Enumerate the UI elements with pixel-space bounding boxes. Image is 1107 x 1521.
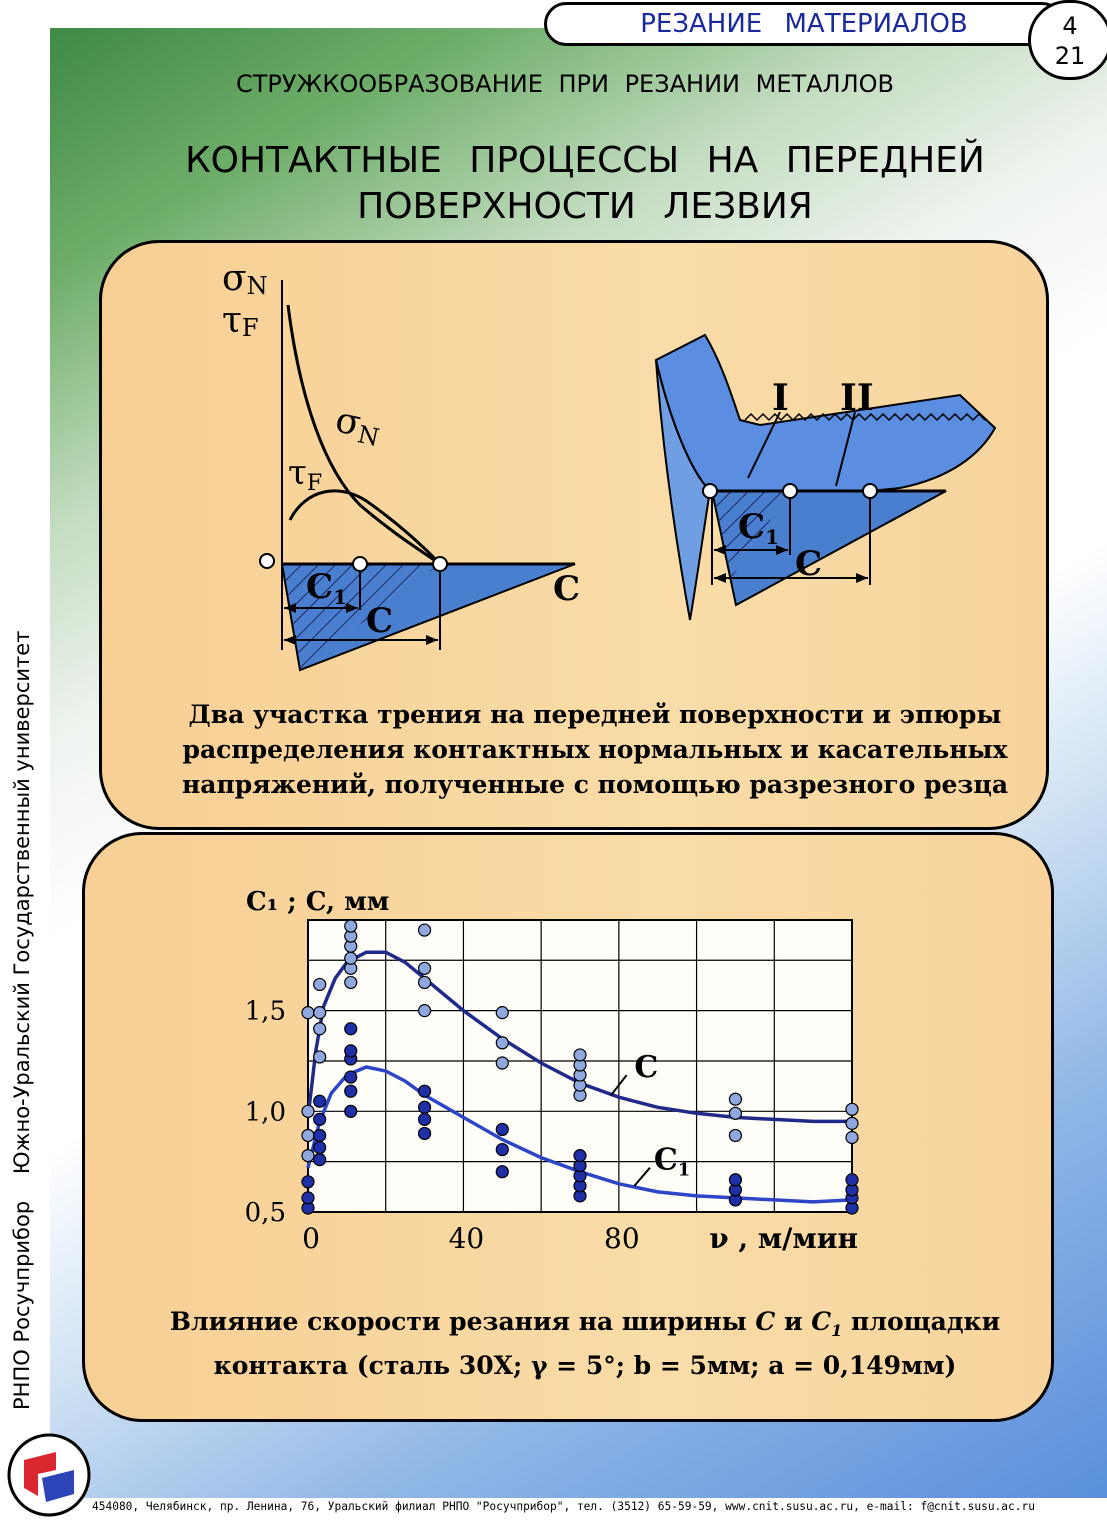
side-institution-text: РНПО Росучприбор Южно-Уральский Государственный университет	[10, 630, 34, 1410]
chart-series-label-c1: $C_1$	[653, 1142, 691, 1181]
chart-point-c1	[496, 1123, 508, 1135]
c1-label: C1	[306, 567, 347, 609]
chart-x-tick-label: 0	[302, 1222, 320, 1255]
c-label-2: C	[795, 544, 823, 584]
chart-point-c1	[345, 1071, 357, 1083]
chart-point-c1	[302, 1192, 314, 1204]
chart-point-c1	[345, 1023, 357, 1035]
title-line-1: КОНТАКТНЫЕ ПРОЦЕССЫ НА ПЕРЕДНЕЙ	[185, 140, 985, 181]
chart-point-c	[345, 952, 357, 964]
caption1-line-3: напряжений, полученные с помощью разрезного резца	[181, 770, 1009, 799]
chart-point-c	[314, 1007, 326, 1019]
zone-1-label: I	[772, 377, 789, 419]
logo-icon	[6, 1432, 92, 1518]
chart-point-c1	[574, 1150, 586, 1162]
chart-point-c1	[419, 1085, 431, 1097]
page-number-top: 4	[1062, 12, 1078, 40]
chart-x-axis-label: ν , м/мин	[709, 1222, 858, 1255]
chart-point-c1	[419, 1113, 431, 1125]
chart-x-tick-label: 40	[448, 1222, 485, 1255]
c1-label-2: C1	[738, 507, 779, 549]
chart-point-c	[302, 1129, 314, 1141]
tau-axis-label: τF	[222, 300, 259, 342]
caption2-line-1: Влияние скорости резания на ширины C и $C_1$ площадки	[169, 1307, 1001, 1340]
chart-point-c	[302, 1007, 314, 1019]
chart-point-c	[345, 976, 357, 988]
zone-2-label: II	[840, 377, 874, 419]
chart-point-c1	[314, 1154, 326, 1166]
footer-address: 454080, Челябинск, пр. Ленина, 76, Уральский филиал РНПО "Росучприбор", тел. (3512) 65-59-59, www.cnit.susu.ac.ru, e-mail: f@cnit.susu.ac.ru	[92, 1500, 1035, 1513]
chart-point-c	[729, 1107, 741, 1119]
sigma-axis-label: σN	[222, 258, 268, 300]
chart-point-c1	[345, 1085, 357, 1097]
chart-point-c1	[314, 1129, 326, 1141]
chart-point-c	[314, 1023, 326, 1035]
chart-point-c	[302, 1150, 314, 1162]
tau-curve-label: τF	[288, 453, 323, 496]
chart-point-c1	[314, 1142, 326, 1154]
chart-series-label-c: C	[634, 1050, 659, 1086]
page-subtitle: СТРУЖКООБРАЗОВАНИЕ ПРИ РЕЗАНИИ МЕТАЛЛОВ	[235, 70, 895, 98]
section-banner: РЕЗАНИЕ МАТЕРИАЛОВ	[544, 2, 1064, 46]
chart-point-c	[846, 1131, 858, 1143]
chart-point-c	[496, 1057, 508, 1069]
chart-point-c1	[846, 1174, 858, 1186]
chart-point-c	[846, 1103, 858, 1115]
chart-point-c	[345, 920, 357, 932]
chart-point-c1	[302, 1176, 314, 1188]
chart-point-c	[302, 1105, 314, 1117]
chart-point-c	[574, 1049, 586, 1061]
chart-point-c1	[345, 1105, 357, 1117]
chart-point-c	[314, 978, 326, 990]
chart-point-c	[419, 924, 431, 936]
chart-point-c1	[729, 1174, 741, 1186]
chart-point-c1	[314, 1113, 326, 1125]
chart-point-c	[496, 1007, 508, 1019]
chart-point-c	[419, 962, 431, 974]
caption2-line-2: контакта (сталь 30Х; γ = 5°; b = 5мм; a = 0,149мм)	[213, 1351, 957, 1380]
chart-caption	[130, 1304, 1040, 1383]
chart-point-c	[846, 1117, 858, 1129]
chart-point-c1	[419, 1127, 431, 1139]
chart-point-c	[314, 1051, 326, 1063]
chart-point-c	[496, 1037, 508, 1049]
chart-point-c1	[496, 1166, 508, 1178]
chart-point-c	[419, 976, 431, 988]
chart-y-axis-label: C₁ ; C, мм	[246, 887, 390, 917]
chart-point-c1	[345, 1045, 357, 1057]
c-end-label: C	[553, 569, 581, 609]
chart-y-tick-label: 1,0	[244, 1097, 286, 1128]
title-line-2: ПОВЕРХНОСТИ ЛЕЗВИЯ	[357, 186, 813, 227]
sigma-curve-label: σN	[331, 399, 382, 452]
page-number-bottom: 21	[1054, 42, 1086, 70]
chart-point-c	[729, 1129, 741, 1141]
chart-y-tick-label: 1,5	[244, 996, 286, 1027]
caption1-line-2: распределения контактных нормальных и касательных	[182, 735, 1008, 764]
caption1-line-1: Два участка трения на передней поверхности и эпюры	[188, 700, 1002, 729]
chart-point-c	[729, 1093, 741, 1105]
chart-y-tick-label: 0,5	[244, 1198, 286, 1228]
chart-point-c1	[496, 1144, 508, 1156]
chart-point-c1	[419, 1101, 431, 1113]
chart-point-c1	[314, 1095, 326, 1107]
c-label: C	[366, 601, 394, 641]
chart-x-tick-label: 80	[604, 1222, 640, 1255]
chart-point-c	[419, 1005, 431, 1017]
